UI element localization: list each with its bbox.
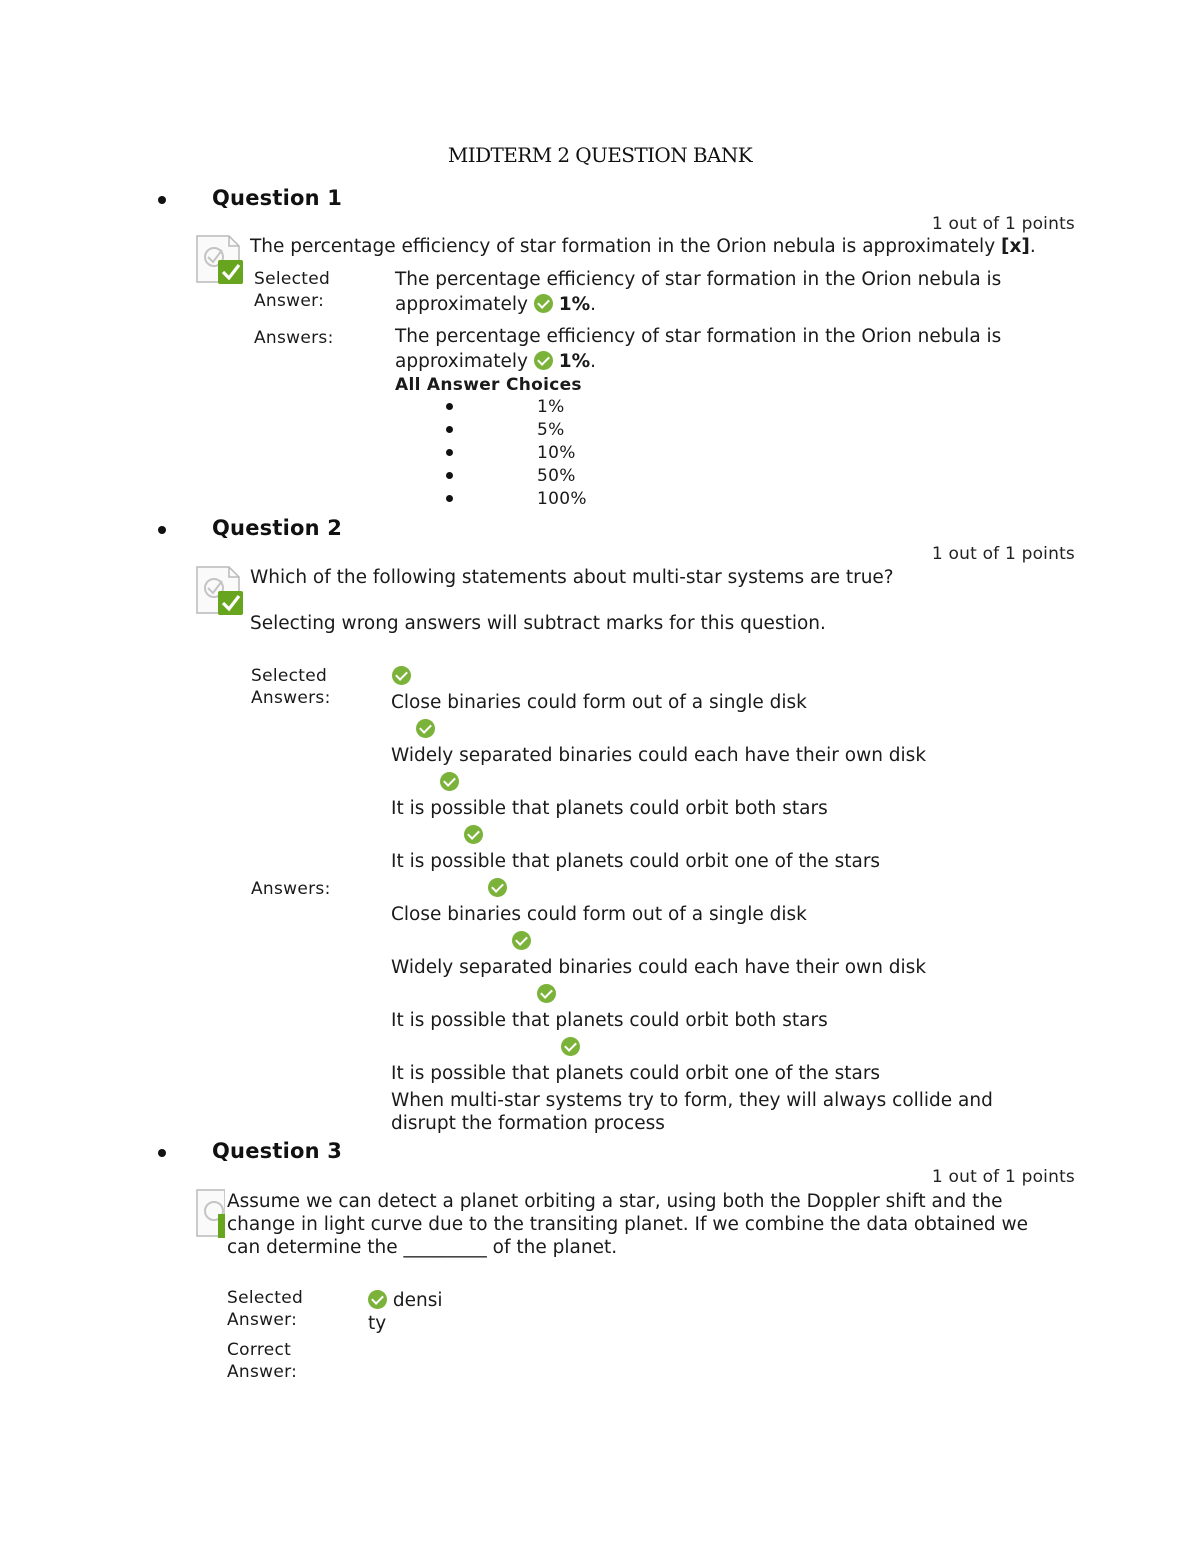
checkmark-icon	[537, 984, 556, 1003]
answer-blank: [x]	[1001, 236, 1030, 257]
selected-answer-item: Close binaries could form out of a single disk	[391, 692, 807, 713]
points-label: 1 out of 1 points	[931, 1167, 1075, 1187]
choice-bullet	[446, 426, 453, 433]
graded-correct-icon	[195, 1187, 225, 1239]
selected-answer-item: It is possible that planets could orbit both stars	[391, 798, 828, 819]
choice-item: 1%	[537, 397, 565, 417]
graded-correct-icon	[195, 564, 245, 616]
choice-bullet	[446, 472, 453, 479]
answer-item: When multi-star systems try to form, they will always collide and disrupt the formation process	[391, 1090, 993, 1134]
correct-answer-label: Correct Answer:	[227, 1340, 298, 1382]
selected-answer-label: Selected Answer:	[227, 1288, 304, 1330]
correct-answer: The percentage efficiency of star formation in the Orion nebula is approximately 1%.	[395, 326, 1002, 372]
question-prompt: The percentage efficiency of star formation in the Orion nebula is approximately [x].	[250, 236, 1036, 257]
checkmark-icon	[512, 931, 531, 950]
question-heading: Question 2	[212, 516, 343, 540]
checkmark-icon	[416, 719, 435, 738]
choice-item: 5%	[537, 420, 565, 440]
choice-bullet	[446, 403, 453, 410]
question-heading: Question 3	[212, 1139, 343, 1163]
checkmark-icon	[464, 825, 483, 844]
selected-answer: densi ty	[368, 1290, 443, 1334]
checkmark-icon	[392, 666, 411, 685]
graded-correct-icon	[195, 233, 245, 285]
all-answer-choices-label: All Answer Choices	[395, 375, 582, 395]
choice-item: 50%	[537, 466, 576, 486]
document-title: MIDTERM 2 QUESTION BANK	[447, 143, 753, 167]
checkmark-icon	[561, 1037, 580, 1056]
checkmark-icon	[488, 878, 507, 897]
answer-item: Close binaries could form out of a single disk	[391, 904, 807, 925]
checkmark-icon	[534, 351, 553, 370]
question-bullet	[158, 1149, 166, 1157]
selected-answer: The percentage efficiency of star formation in the Orion nebula is approximately 1%.	[395, 269, 1002, 315]
checkmark-icon	[534, 294, 553, 313]
choice-bullet	[446, 449, 453, 456]
choice-bullet	[446, 495, 453, 502]
answers-label: Answers:	[254, 328, 334, 348]
choice-item: 100%	[537, 489, 587, 509]
question-bullet	[158, 526, 166, 534]
question-bullet	[158, 196, 166, 204]
points-label: 1 out of 1 points	[931, 544, 1075, 564]
question-prompt: Which of the following statements about multi-star systems are true?	[250, 567, 894, 588]
answer-item: It is possible that planets could orbit one of the stars	[391, 1063, 881, 1084]
answer-item: It is possible that planets could orbit both stars	[391, 1010, 828, 1031]
choice-item: 10%	[537, 443, 576, 463]
answer-item: Widely separated binaries could each have their own disk	[391, 957, 927, 978]
answers-label: Answers:	[251, 879, 331, 899]
question-heading: Question 1	[212, 186, 343, 210]
selected-answer-label: Selected Answer:	[254, 269, 331, 311]
question-prompt: Assume we can detect a planet orbiting a star, using both the Doppler shift and the change in light curve due to the transiting planet. If we combine the data obtained we can determine the _________ of the planet.	[227, 1191, 1028, 1258]
checkmark-icon	[368, 1290, 387, 1309]
checkmark-icon	[440, 772, 459, 791]
points-label: 1 out of 1 points	[931, 214, 1075, 234]
selected-answer-item: Widely separated binaries could each have their own disk	[391, 745, 927, 766]
selected-answer-item: It is possible that planets could orbit one of the stars	[391, 851, 881, 872]
question-note: Selecting wrong answers will subtract marks for this question.	[250, 613, 826, 634]
selected-answers-label: Selected Answers:	[251, 666, 331, 708]
